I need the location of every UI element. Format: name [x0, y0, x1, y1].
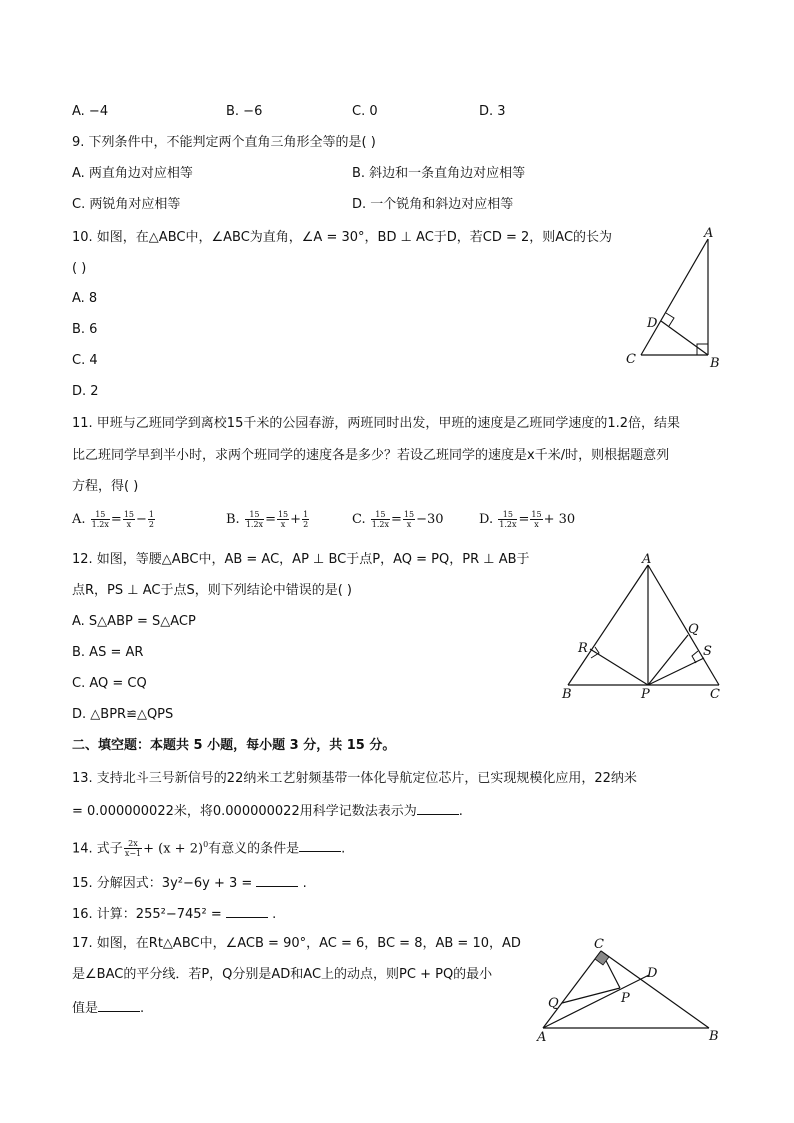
q17-label-a: A	[537, 1030, 547, 1045]
q12-label-c: C	[710, 687, 720, 702]
q12-label-p: P	[641, 687, 650, 702]
q17-label-p: P	[621, 991, 630, 1006]
q17-label-q: Q	[548, 996, 559, 1011]
q12-option-a: A. S△ABP = S△ACP	[72, 614, 196, 629]
q12-label-r: R	[578, 641, 588, 656]
q17-answer-blank[interactable]	[98, 997, 140, 1012]
q17-line2: 是∠BAC的平分线．若P，Q分别是AD和AC上的动点，则PC + PQ的最小	[72, 967, 493, 982]
q17-line1: 17. 如图，在Rt△ABC中，∠ACB = 90°，AC = 6，BC = 8，AB = 10，AD	[72, 936, 521, 951]
q11-option-b: B. $\frac{15}{1.2x}$ = $\frac{15}{x}$ + $\frac{1}{2}$	[226, 510, 309, 529]
q10-label-b: B	[710, 356, 720, 371]
q8-option-c: C. 0	[352, 104, 378, 119]
q14-answer-blank[interactable]	[299, 837, 341, 852]
q11-stem-line3: 方程，得( )	[72, 479, 139, 494]
q8-option-d: D. 3	[479, 104, 506, 119]
q10-label-d: D	[647, 316, 658, 331]
q13-answer-blank[interactable]	[417, 800, 459, 815]
q17-label-c: C	[594, 937, 604, 952]
q8-option-a: A. −4	[72, 104, 109, 119]
q10-option-c: C. 4	[72, 353, 98, 368]
q12-stem-line1: 12. 如图，等腰△ABC中，AB = AC，AP ⊥ BC于点P，AQ = PQ，PR ⊥ AB于	[72, 552, 530, 567]
q15-answer-blank[interactable]	[256, 872, 298, 887]
q17-right-triangle-figure	[532, 935, 732, 1047]
q10-option-d: D. 2	[72, 384, 99, 399]
q12-label-s: S	[703, 644, 712, 659]
q12-isosceles-figure	[555, 548, 735, 703]
q16-answer-blank[interactable]	[226, 903, 268, 918]
q17-label-b: B	[709, 1029, 719, 1044]
q12-label-q: Q	[688, 622, 699, 637]
q12-label-a: A	[642, 552, 652, 567]
q8-option-b: B. −6	[226, 104, 263, 119]
q9-option-b: B. 斜边和一条直角边对应相等	[352, 166, 526, 181]
q17-label-d: D	[647, 966, 658, 981]
q15-line: 15. 分解因式：3y²−6y + 3 = .	[72, 872, 307, 894]
section2-heading: 二、填空题：本题共 5 小题，每小题 3 分，共 15 分。	[72, 738, 396, 753]
q11-option-c: C. $\frac{15}{1.2x}$ = $\frac{15}{x}$ −30	[352, 510, 444, 529]
q12-option-d: D. △BPR≌△QPS	[72, 707, 174, 722]
q17-line3: 值是 .	[72, 997, 144, 1019]
q12-stem-line2: 点R，PS ⊥ AC于点S，则下列结论中错误的是( )	[72, 583, 352, 598]
q13-line2: = 0.000000022米，将0.000000022用科学记数法表示为 .	[72, 800, 463, 822]
q10-label-c: C	[626, 352, 636, 367]
q10-paren: ( )	[72, 261, 87, 276]
q11-stem-line2: 比乙班同学早到半小时，求两个班同学的速度各是多少？若设乙班同学的速度是x千米/时，则根据题意列	[72, 448, 670, 463]
q14-line: 14. 式子 $\frac{2x}{x-1}$ + $(x + 2)^0$有意义的条件是 .	[72, 839, 346, 859]
q10-option-a: A. 8	[72, 291, 98, 306]
q10-label-a: A	[704, 226, 714, 241]
q10-stem: 10. 如图，在△ABC中，∠ABC为直角，∠A = 30°，BD ⊥ AC于D，若CD = 2，则AC的长为	[72, 230, 613, 245]
q9-option-d: D. 一个锐角和斜边对应相等	[352, 197, 514, 212]
q11-option-a: A. $\frac{15}{1.2x}$ = $\frac{15}{x}$ − $\frac{1}{2}$	[72, 510, 154, 529]
q11-stem-line1: 11. 甲班与乙班同学到离校15千米的公园春游，两班同时出发，甲班的速度是乙班同学速度的1.2倍，结果	[72, 416, 681, 431]
q9-option-c: C. 两锐角对应相等	[72, 197, 181, 212]
q12-option-c: C. AQ = CQ	[72, 676, 147, 691]
q13-line1: 13. 支持北斗三号新信号的22纳米工艺射频基带一体化导航定位芯片，已实现规模化应用，22纳米	[72, 771, 637, 786]
q12-option-b: B. AS = AR	[72, 645, 144, 660]
q9-stem: 9. 下列条件中，不能判定两个直角三角形全等的是( )	[72, 135, 376, 150]
q16-line: 16. 计算：255²−745² = .	[72, 903, 276, 925]
q9-option-a: A. 两直角边对应相等	[72, 166, 193, 181]
q10-option-b: B. 6	[72, 322, 98, 337]
q11-option-d: D. $\frac{15}{1.2x}$ = $\frac{15}{x}$ + 30	[479, 510, 576, 529]
q12-label-b: B	[562, 687, 572, 702]
q10-triangle-figure	[615, 222, 735, 372]
